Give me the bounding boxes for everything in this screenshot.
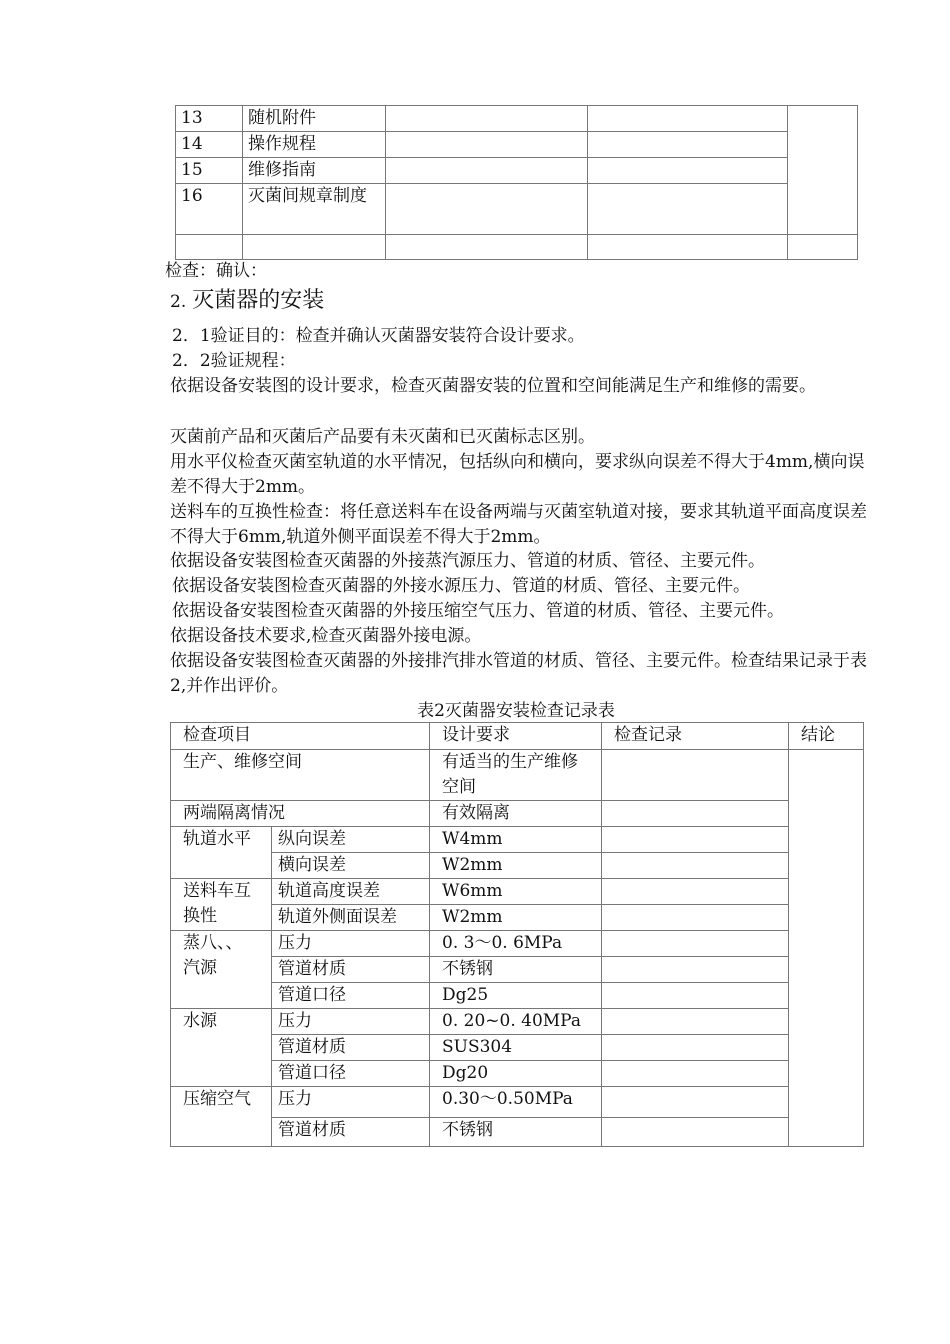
check-item: 两端隔离情况 [171,801,430,827]
design-requirement: W2mm [430,905,602,931]
empty-cell [386,106,588,132]
table-row [176,158,858,184]
table-row [171,750,864,801]
row-number: 15 [176,158,243,184]
design-requirement: W2mm [430,853,602,879]
record-cell [602,801,789,827]
table-row [176,106,858,132]
check-item: 水源 [171,1009,272,1087]
check-item: 生产、维修空间 [171,750,430,801]
empty-cell [588,106,788,132]
table-row [171,801,864,827]
table-row [171,1035,864,1061]
record-cell [602,905,789,931]
table-row [176,235,858,260]
record-cell [602,853,789,879]
record-cell [602,1009,789,1035]
conclusion-cell [789,750,864,1147]
empty-cell [788,106,858,235]
row-number: 13 [176,106,243,132]
record-cell [602,1118,789,1147]
record-cell [602,1035,789,1061]
paragraph: 依据设备安装图检查灭菌器的外接水源压力、管道的材质、管径、主要元件。 [172,576,750,596]
record-cell [602,879,789,905]
table-row [171,827,864,853]
record-cell [602,1087,789,1118]
design-requirement: 不锈钢 [430,1118,602,1147]
paragraph: 送料车的互换性检查：将任意送料车在设备两端与灭菌室轨道对接，要求其轨道平面高度误差不得大于6mm,轨道外侧平面误差不得大于2mm。 [170,502,867,547]
paragraph: 2．2验证规程： [172,351,296,371]
design-requirement: 0. 3〜0. 6MPa [430,931,602,957]
sub-item: 管道材质 [272,1035,430,1061]
table-row [171,931,864,957]
table-row [171,905,864,931]
design-requirement: 不锈钢 [430,957,602,983]
section-heading [170,286,324,317]
check-item: 送料车互换性 [171,879,272,931]
header-record: 检查记录 [602,723,789,750]
check-item: 压缩空气 [171,1087,272,1147]
empty-cell [386,158,588,184]
record-cell [602,827,789,853]
paragraph: 灭菌前产品和灭菌后产品要有未灭菌和已灭菌标志区别。 [170,427,595,447]
design-requirement: 有效隔离 [430,801,602,827]
empty-cell [243,235,386,260]
table-row [176,184,858,235]
row-item: 随机附件 [243,106,386,132]
empty-cell [386,184,588,235]
section-number: 2. [170,292,187,312]
paragraph: 依据设备安装图检查灭菌器的外接蒸汽源压力、管道的材质、管径、主要元件。 [170,551,765,571]
row-item: 灭菌间规章制度 [243,184,386,235]
sub-item: 压力 [272,931,430,957]
record-cell [602,1061,789,1087]
sub-item: 管道材质 [272,1118,430,1147]
table-row [171,853,864,879]
sign-line: 检查：确认： [165,261,267,281]
sub-item: 压力 [272,1087,430,1118]
document-list-table [175,105,858,260]
design-requirement: Dg25 [430,983,602,1009]
header-design: 设计要求 [430,723,602,750]
record-cell [602,931,789,957]
design-requirement: Dg20 [430,1061,602,1087]
table-row [171,1118,864,1147]
installation-check-table [170,722,864,1147]
record-cell [602,983,789,1009]
table-row [171,1009,864,1035]
table-row [171,983,864,1009]
table-row [176,132,858,158]
header-conclusion: 结论 [789,723,864,750]
design-requirement: 0.30〜0.50MPa [430,1087,602,1118]
table-row [171,1061,864,1087]
design-requirement: 0. 20~0. 40MPa [430,1009,602,1035]
empty-cell [176,235,243,260]
check-item: 轨道水平 [171,827,272,879]
empty-cell [588,158,788,184]
sub-item: 压力 [272,1009,430,1035]
row-number: 16 [176,184,243,235]
paragraph: 依据设备安装图的设计要求，检查灭菌器安装的位置和空间能满足生产和维修的需要。 [170,376,816,396]
design-requirement: 有适当的生产维修空间 [430,750,602,801]
record-cell [602,750,789,801]
design-requirement: SUS304 [430,1035,602,1061]
table-header-row [171,723,864,750]
sub-item: 管道口径 [272,983,430,1009]
paragraph: 依据设备安装图检查灭菌器的外接压缩空气压力、管道的材质、管径、主要元件。 [172,601,784,621]
check-item: 蒸八、、汽源 [171,931,272,1009]
empty-cell [588,184,788,235]
empty-cell [788,235,858,260]
header-item: 检查项目 [171,723,430,750]
empty-cell [588,132,788,158]
table-row [171,1087,864,1118]
row-number: 14 [176,132,243,158]
section-title: 灭菌器的安装 [192,288,325,313]
paragraph: 依据设备安装图检查灭菌器的外接排汽排水管道的材质、管径、主要元件。检查结果记录于表2,并作出评价。 [170,651,867,696]
sub-item: 横向误差 [272,853,430,879]
sub-item: 管道材质 [272,957,430,983]
table-row [171,957,864,983]
record-cell [602,957,789,983]
design-requirement: W4mm [430,827,602,853]
empty-cell [588,235,788,260]
empty-cell [386,235,588,260]
row-item: 操作规程 [243,132,386,158]
sub-item: 管道口径 [272,1061,430,1087]
sub-item: 轨道高度误差 [272,879,430,905]
design-requirement: W6mm [430,879,602,905]
sub-item: 轨道外侧面误差 [272,905,430,931]
row-item: 维修指南 [243,158,386,184]
paragraph: 依据设备技术要求,检查灭菌器外接电源。 [170,626,482,646]
table-caption: 表2灭菌器安装检查记录表 [417,701,615,721]
paragraph: 用水平仪检查灭菌室轨道的水平情况，包括纵向和横向，要求纵向误差不得大于4mm,横向误差不得大于2mm。 [170,452,865,497]
sub-item: 纵向误差 [272,827,430,853]
empty-cell [386,132,588,158]
paragraph: 2．1验证目的：检查并确认灭菌器安装符合设计要求。 [172,326,585,346]
table-row [171,879,864,905]
